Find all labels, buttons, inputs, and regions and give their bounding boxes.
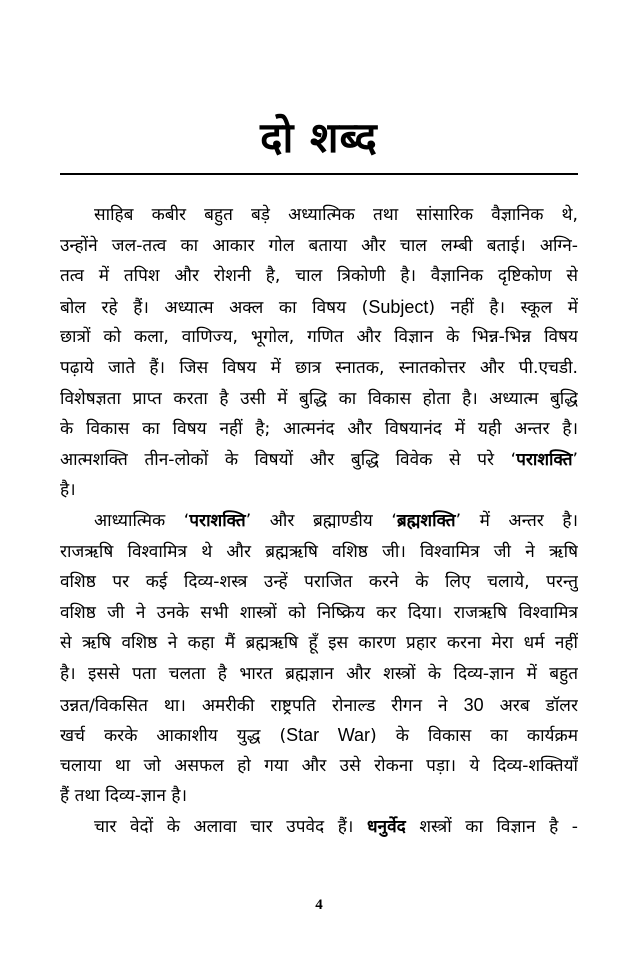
- latin-text: Subject: [368, 296, 429, 317]
- page-title: दो शब्द: [260, 113, 378, 162]
- bold-term: धनुर्वेद: [366, 816, 406, 837]
- text-segment: बोल रहे हैं। अध्यात्म अक्ल का विषय (: [60, 297, 369, 318]
- text-line: [60, 445, 578, 476]
- text-line: उन्होंने जल-तत्व का आकार गोल बताया और चाल लम्बी बताई। अग्नि-: [60, 235, 578, 256]
- bold-term: पराशक्ति: [189, 510, 246, 531]
- text-line: [60, 812, 578, 843]
- text-line: [60, 690, 578, 721]
- text-line: [60, 720, 578, 751]
- text-segment: ) नहीं है। स्कूल में: [428, 297, 578, 318]
- latin-text: Star War: [286, 725, 371, 746]
- latin-text: 30: [463, 694, 484, 715]
- title-rule: [60, 173, 578, 175]
- text-segment: अरब डॉलर: [483, 695, 578, 716]
- text-line: के विकास का विषय नहीं है; आत्मनंद और विषयानंद में यही अन्तर है।: [60, 419, 578, 440]
- text-segment: उन्नत/विकसित था। अमरीकी राष्ट्रपति रोनाल्ड रीगन ने: [60, 695, 464, 716]
- text-line: राजऋषि विश्वामित्र थे और ब्रह्मऋषि वशिष्ठ जी। विश्वामित्र जी ने ऋषि: [60, 541, 578, 562]
- text-segment: खर्च करके आकाशीय युद्ध (: [60, 726, 287, 747]
- text-segment: आत्मशक्ति तीन-लोकों के विषयों और बुद्धि विवेक से परे ‘: [60, 449, 517, 470]
- text-line: वशिष्ठ जी ने उनके सभी शास्त्रों को निष्क्रिय कर दिया। राजऋषि विश्वामित्र: [60, 602, 578, 623]
- text-line: [60, 506, 578, 537]
- text-segment: ’: [572, 449, 578, 470]
- text-line: है।: [60, 480, 76, 501]
- text-segment: ’ में अन्तर है।: [455, 510, 578, 531]
- text-line: तत्व में तपिश और रोशनी है, चाल त्रिकोणी है। वैज्ञानिक दृष्टिकोण से: [60, 266, 578, 287]
- text-line: छात्रों को कला, वाणिज्य, भूगोल, गणित और विज्ञान के भिन्न-भिन्न विषय: [60, 327, 578, 348]
- text-line: विशेषज्ञता प्राप्त करता है उसी में बुद्धि का विकास होता है। अध्यात्म बुद्धि: [60, 388, 578, 409]
- text-line: हैं तथा दिव्य-ज्ञान है।: [60, 786, 188, 807]
- text-segment: आध्यात्मिक ‘: [94, 510, 190, 531]
- bold-term: ब्रह्मशक्ति: [396, 510, 456, 531]
- text-line: है। इससे पता चलता है भारत ब्रह्मज्ञान और शस्त्रों के दिव्य-ज्ञान में बहुत: [60, 663, 578, 684]
- text-segment: ’ और ब्रह्माण्डीय ‘: [245, 510, 397, 531]
- text-line: वशिष्ठ पर कई दिव्य-शस्त्र उन्हें पराजित करने के लिए चलाये, परन्तु: [60, 572, 578, 593]
- text-line: से ऋषि वशिष्ठ ने कहा मैं ब्रह्मऋषि हूँ इस कारण प्रहार करना मेरा धर्म नहीं: [60, 633, 578, 654]
- text-line: पढ़ाये जाते हैं। जिस विषय में छात्र स्नातक, स्नातकोत्तर और पी.एचडी.: [60, 357, 578, 378]
- text-segment: शस्त्रों का विज्ञान है -: [405, 816, 578, 837]
- text-line: [60, 292, 578, 323]
- text-segment: चार वेदों के अलावा चार उपवेद हैं।: [94, 816, 367, 837]
- text-line: साहिब कबीर बहुत बड़े अध्यात्मिक तथा सांसारिक वैज्ञानिक थे,: [94, 205, 578, 225]
- body-text: [60, 200, 578, 842]
- page-number: 4: [315, 897, 323, 913]
- text-line: चलाया था जो असफल हो गया और उसे रोकना पड़ा। ये दिव्य-शक्तियाँ: [60, 755, 578, 776]
- bold-term: पराशक्ति: [516, 449, 573, 470]
- text-segment: ) के विकास का कार्यक्रम: [370, 726, 578, 747]
